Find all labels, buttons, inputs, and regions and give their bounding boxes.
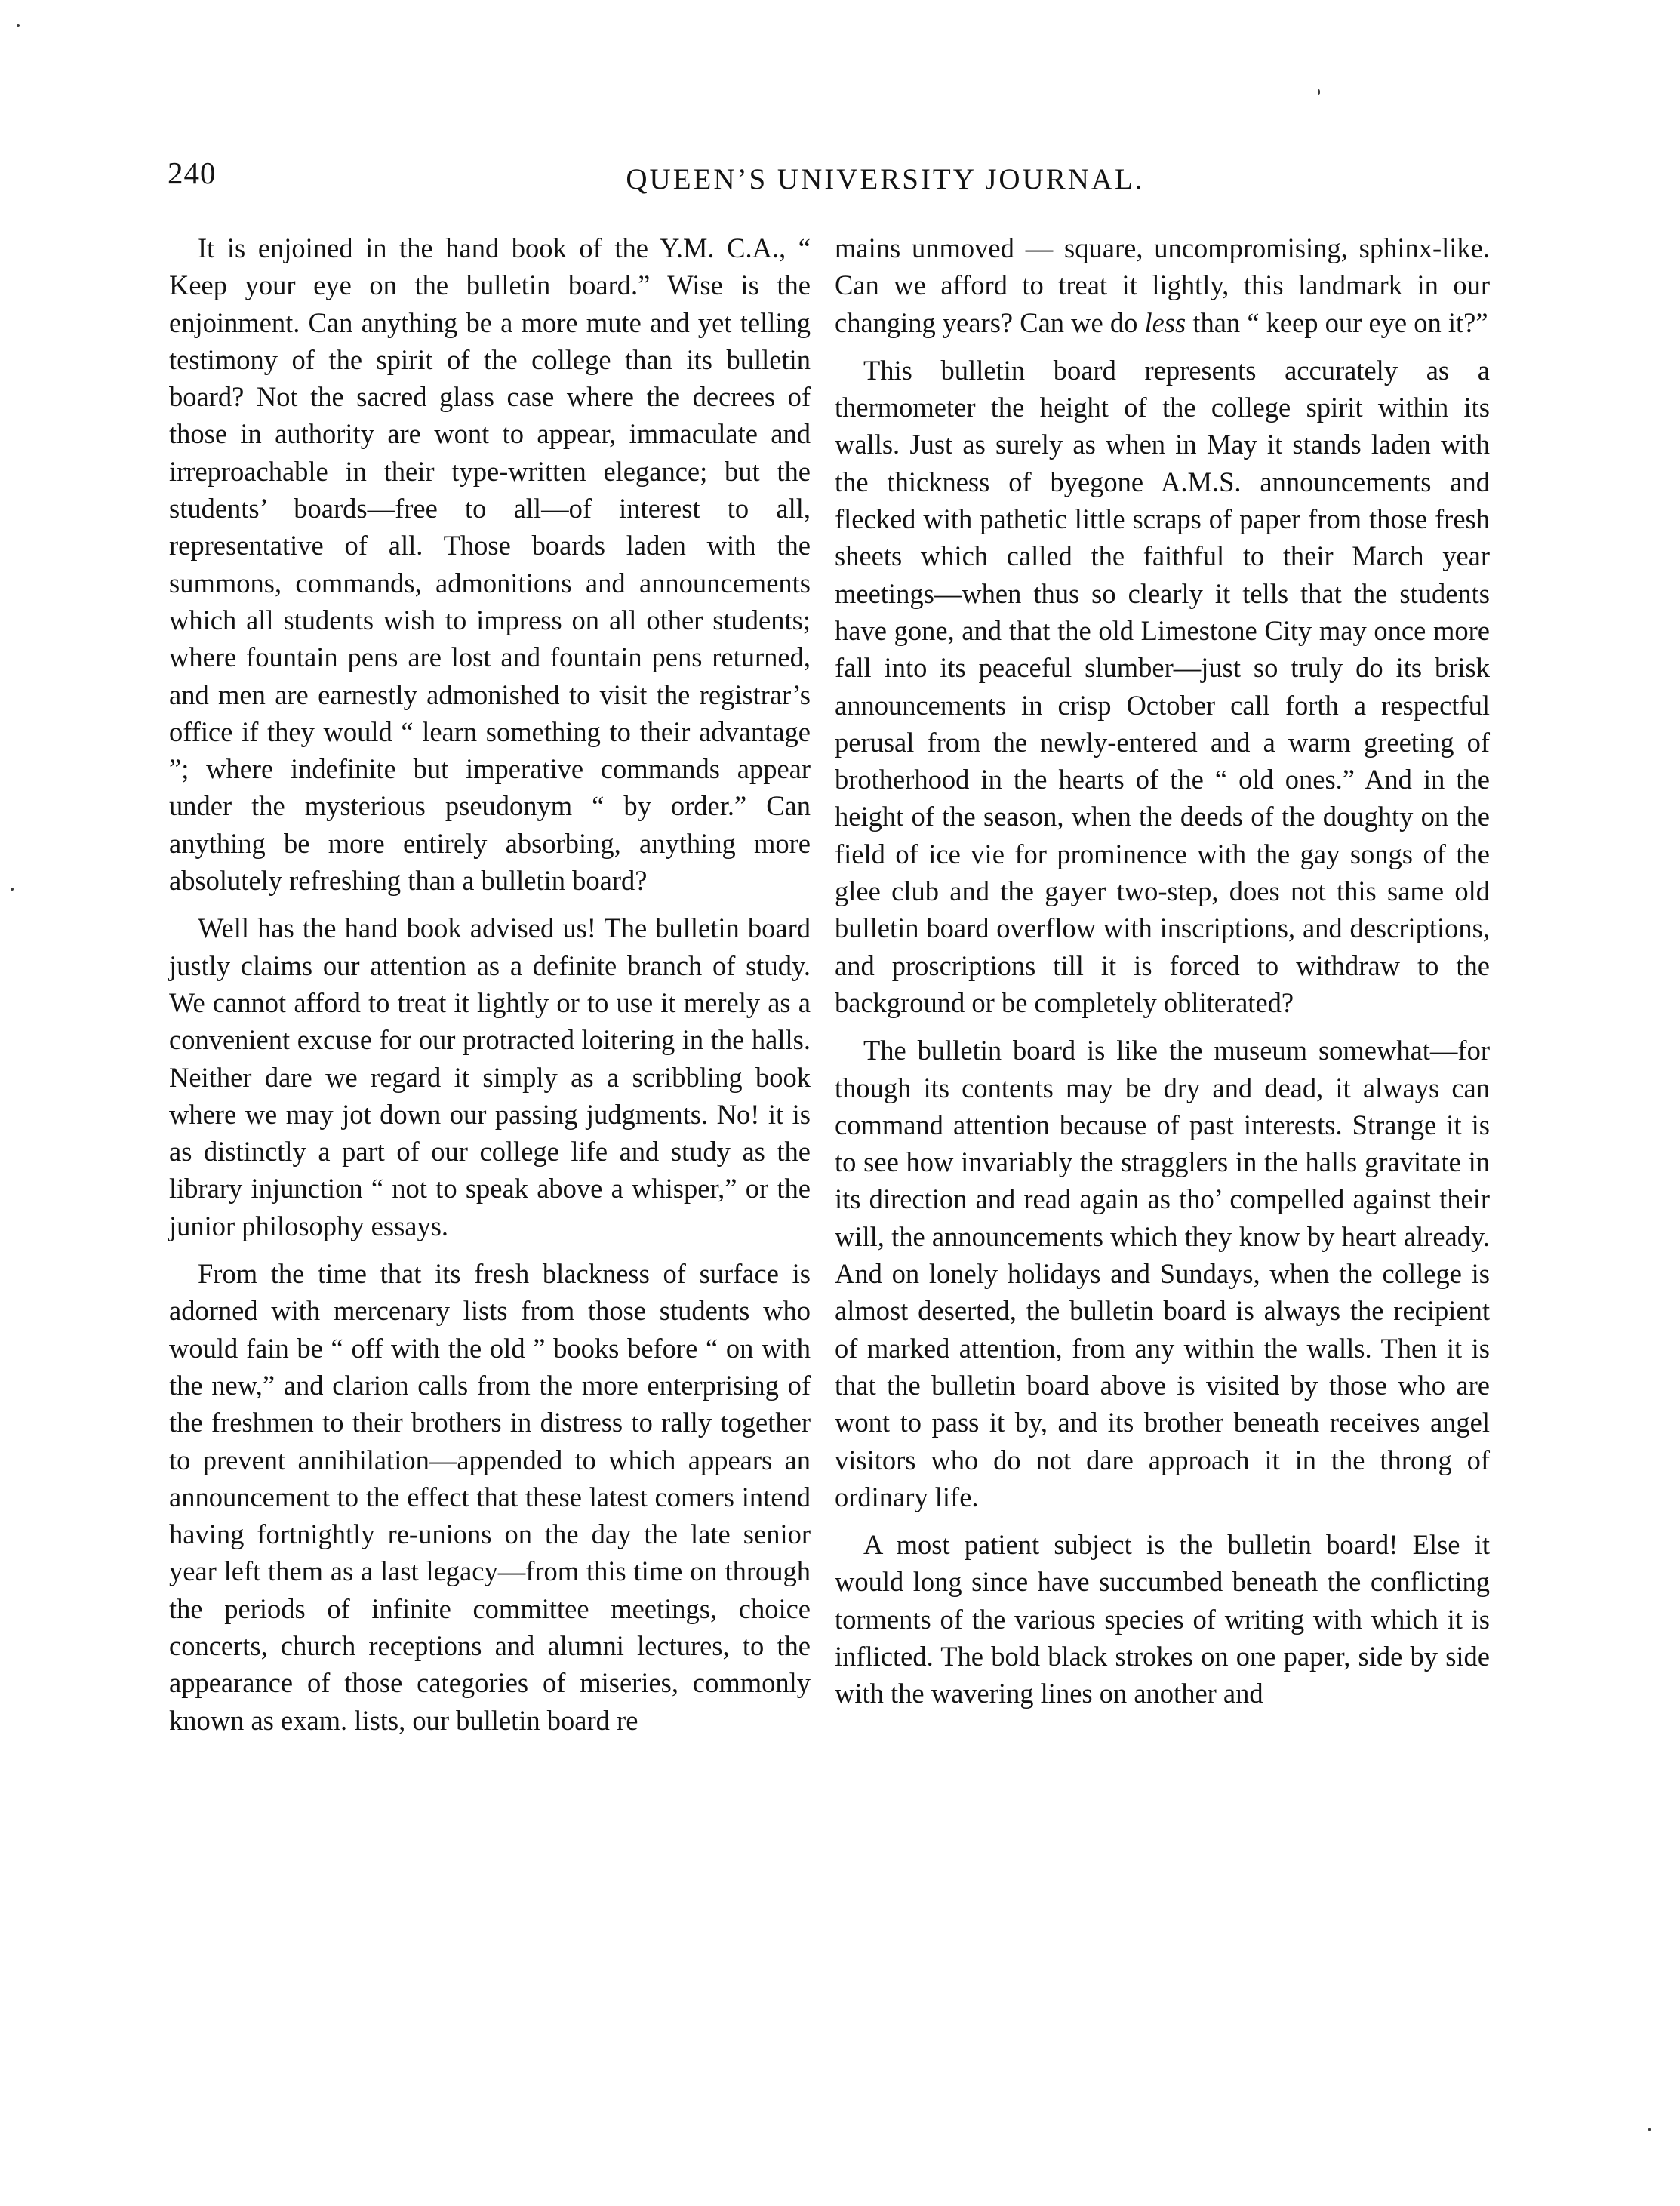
left-paragraph-1: It is enjoined in the hand book of the Y.M. C.A., “ Keep your eye on the bulletin board.” Wise is the enjoinment. Can anything be a more mute and yet telling testimony of the spirit of the college than its bulletin board? Not the sacred glass case where the decrees of those in authority are wont to appear, immaculate and irreproachable in their type-written elegance; but the students’ boards—free to all—of interest to all, representative of all. Those boards laden with the summons, commands, admonitions and announcements which all students wish to impress on all other students; where fountain pens are lost and fountain pens returned, and men are earnestly admonished to visit the registrar’s office if they would “ learn something to their advantage ”; where indefinite but imperative commands appear under the mysterious pseudonym “ by order.” Can anything be more entirely absorbing, anything more absolutely refreshing than a bulletin board? xyxy=(169,232,811,897)
right-paragraph-3: A most patient subject is the bulletin board! Else it would long since have succumbed beneath the conflicting torments of the various species of writing with which it is inflicted. The bold black strokes on one paper, side by side with the wavering lines on another and xyxy=(835,1529,1490,1709)
continuation-text-end: than “ keep our eye on it?” xyxy=(1186,306,1488,338)
right-continuation-paragraph xyxy=(835,229,1490,341)
right-paragraph-2: The bulletin board is like the museum somewhat—for though its contents may be dry and dead, it always can command attention because of past interests. Strange it is to see how invariably the stragglers in the halls gravitate in its direction and read again as tho’ compelled against their will, the announcements which they know by heart already. And on lonely holidays and Sundays, when the college is almost deserted, the bulletin board is always the recipient of marked attention, from any within the walls. Then it is that the bulletin board above is visited by those who are wont to pass it by, and its brother beneath receives angel visitors who do not dare approach it in the throng of ordinary life. xyxy=(835,1035,1490,1512)
continuation-emphasis: less xyxy=(1144,306,1186,338)
right-column xyxy=(835,229,1490,1723)
right-paragraph-1: This bulletin board represents accurately as a thermometer the height of the college spirit within its walls. Just as surely as when in May it stands laden with the thickness of byegone A.M.S. announcements and flecked with pathetic little scraps of paper from those fresh sheets which called the faithful to their March year meetings—when thus so clearly it tells that the students have gone, and that the old Limestone City may once more fall into its peaceful slumber—just so truly do its brisk announcements in crisp October call forth a respectful perusal from the newly-entered and a warm greeting of brotherhood in the hearts of the “ old ones.” And in the height of the season, when the deeds of the doughty on the field of ice vie for prominence with the gay songs of the glee club and the gayer two-step, does not this same old bulletin board overflow with inscriptions, and descriptions, and proscriptions till it is forced to withdraw to the background or be completely obliterated? xyxy=(835,354,1490,1018)
left-paragraph-2: Well has the hand book advised us! The bulletin board justly claims our attention as a definite branch of study. We cannot afford to treat it lightly or to use it merely as a convenient excuse for our protracted loitering in the halls. Neither dare we regard it simply as a scribbling book where we may jot down our passing judgments. No! it is as distinctly a part of our college life and study as the library injunction “ not to speak above a whisper,” or the junior philosophy essays. xyxy=(169,912,811,1241)
left-paragraph-3: From the time that its fresh blackness of surface is adorned with mercenary lists from those students who would fain be “ off with the old ” books before “ on with the new,” and clarion calls from the more enterprising of the freshmen to their brothers in distress to rally together to prevent annihilation—appended to which appears an announcement to the effect that these latest comers intend having fortnightly re-unions on the day the late senior year left them as a last legacy—from this time on through the periods of infinite committee meetings, choice concerts, church receptions and alumni lectures, to the appearance of those categories of miseries, commonly known as exam. lists, our bulletin board re xyxy=(169,1258,811,1736)
scan-speck xyxy=(1648,2128,1651,2131)
running-head: QUEEN’S UNIVERSITY JOURNAL. xyxy=(626,163,1145,195)
page-number: 240 xyxy=(168,155,217,190)
left-column xyxy=(169,229,811,1749)
scan-speck xyxy=(17,24,20,27)
scan-speck xyxy=(11,888,14,891)
continuation-text-start: mains unmoved — square, uncompromising, sphinx-like. Can we afford to treat it lightly, this landmark in our changing years? Can we do xyxy=(835,232,1490,338)
scan-speck xyxy=(1318,89,1320,95)
